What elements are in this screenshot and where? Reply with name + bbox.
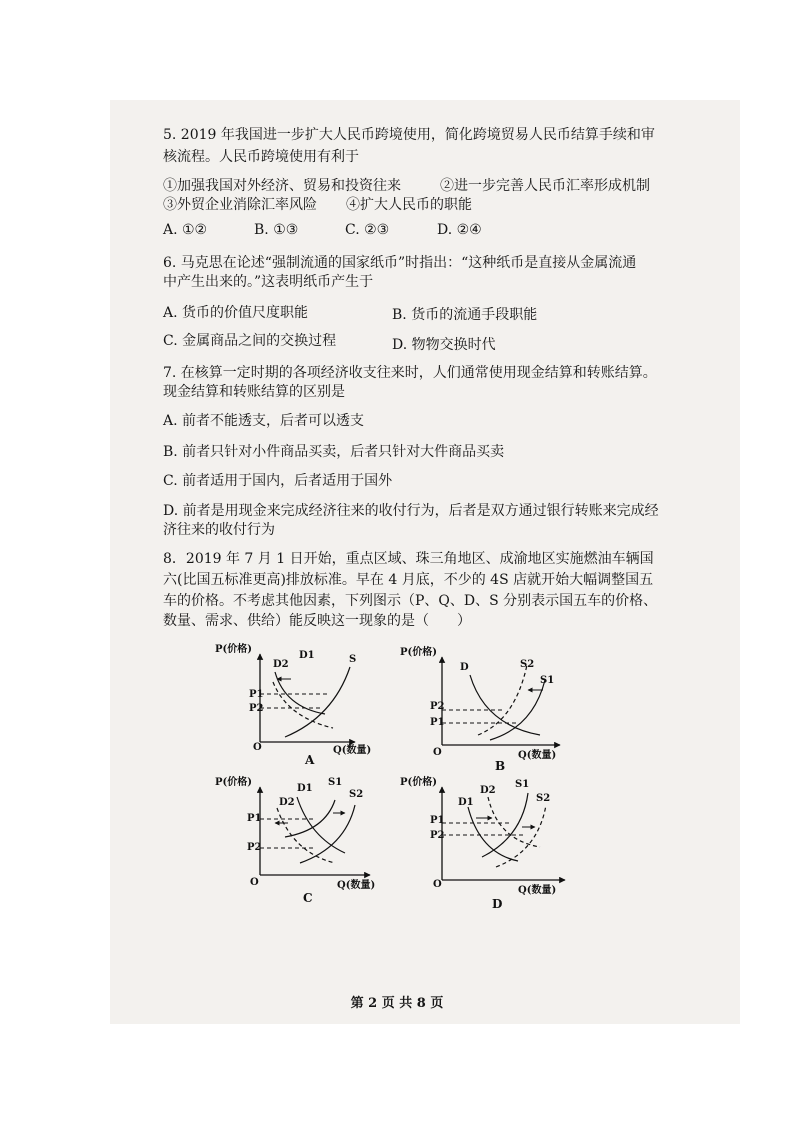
graph-d[interactable] (400, 775, 575, 910)
q7-choice-b[interactable]: B. 前者只针对小件商品买卖，后者只针对大件商品买卖 (163, 444, 505, 460)
label-s2: S2 (349, 789, 364, 800)
q5-choice-a[interactable]: A. ①② (163, 222, 208, 238)
q7-choice-d-line2[interactable]: 济往来的收付行为 (163, 522, 275, 538)
label-s1: S1 (328, 777, 343, 788)
q6-stem-line1: 6. 马克思在论述“强制流通的国家纸币”时指出：“这种纸币是直接从金属流通 (163, 255, 637, 271)
graph-a-svg (215, 642, 375, 767)
label-d1: D1 (297, 783, 313, 794)
x-axis-label: Q(数量) (333, 745, 372, 756)
graph-d-caption: D (492, 897, 503, 911)
q5-stem-line2: 核流程。人民币跨境使用有利于 (163, 149, 359, 165)
label-d2: D2 (480, 785, 496, 796)
x-axis-label: Q(数量) (518, 885, 557, 896)
demand-curve-d2 (488, 797, 540, 847)
q6-stem-line2: 中产生出来的。”这表明纸币产生于 (163, 274, 374, 290)
graph-b-svg (400, 645, 570, 773)
q5-choice-b[interactable]: B. ①③ (254, 222, 299, 238)
q6-choice-c[interactable]: C. 金属商品之间的交换过程 (163, 333, 337, 349)
q7-choice-a[interactable]: A. 前者不能透支，后者可以透支 (163, 413, 365, 429)
graph-b-caption: B (495, 759, 506, 773)
y-axis-label: P(价格) (215, 777, 252, 788)
graph-a-caption: A (305, 753, 315, 767)
label-p2: P2 (430, 701, 445, 712)
x-axis-label: Q(数量) (518, 750, 557, 761)
origin-label: O (433, 747, 442, 758)
graph-d-svg (400, 775, 575, 910)
q6-choice-a[interactable]: A. 货币的价值尺度职能 (163, 305, 309, 321)
q5-option-1: ①加强我国对外经济、贸易和投资往来 (163, 178, 401, 194)
label-p1: P1 (247, 813, 262, 824)
label-s2: S2 (520, 659, 535, 670)
origin-label: O (253, 742, 262, 753)
label-s1: S1 (515, 779, 530, 790)
q6-choice-d[interactable]: D. 物物交换时代 (392, 337, 496, 353)
origin-label: O (433, 879, 442, 890)
q7-choice-c[interactable]: C. 前者适用于国内，后者适用于国外 (163, 473, 393, 489)
q7-choice-d-line1[interactable]: D. 前者是用现金来完成经济往来的收付行为，后者是双方通过银行转账来完成经 (163, 503, 659, 519)
q7-stem-line1: 7. 在核算一定时期的各项经济收支往来时，人们通常使用现金结算和转账结算。 (163, 365, 657, 381)
q8-stem-line3: 车的价格。不考虑其他因素，下列图示（P、Q、D、S 分别表示国五车的价格、 (163, 593, 658, 609)
y-axis-label: P(价格) (400, 647, 437, 658)
graph-b[interactable] (400, 645, 570, 773)
graph-c-caption: C (303, 891, 313, 905)
label-s2: S2 (536, 793, 551, 804)
page-footer: 第 2 页 共 8 页 (350, 996, 444, 1011)
label-p1: P1 (430, 815, 445, 826)
label-d2: D2 (279, 797, 295, 808)
label-p1: P1 (430, 717, 445, 728)
label-d1: D1 (458, 797, 474, 808)
label-p1: P1 (249, 689, 264, 700)
label-d: D (460, 662, 469, 673)
q5-option-4: ④扩大人民币的职能 (346, 197, 472, 213)
label-s: S (349, 654, 357, 665)
q5-choice-d[interactable]: D. ②④ (437, 222, 482, 238)
q5-choice-c[interactable]: C. ②③ (345, 222, 390, 238)
graph-c[interactable] (215, 775, 385, 905)
q7-stem-line2: 现金结算和转账结算的区别是 (163, 384, 345, 400)
demand-curve-d1 (297, 797, 345, 853)
label-s1: S1 (540, 675, 555, 686)
label-d2: D2 (273, 659, 289, 670)
label-p2: P2 (430, 830, 445, 841)
y-axis-label: P(价格) (215, 644, 252, 655)
q5-stem-line1: 5. 2019 年我国进一步扩大人民币跨境使用，简化跨境贸易人民币结算手续和审 (163, 127, 655, 143)
origin-label: O (250, 877, 259, 888)
label-d1: D1 (299, 650, 315, 661)
q8-stem-line4: 数量、需求、供给）能反映这一现象的是（ ） (163, 613, 471, 629)
graph-a[interactable] (215, 642, 375, 767)
label-p2: P2 (247, 842, 262, 853)
label-p2: P2 (249, 703, 264, 714)
q5-option-2: ②进一步完善人民币汇率形成机制 (440, 178, 650, 194)
q8-stem-line1: 8．2019 年 7 月 1 日开始，重点区域、珠三角地区、成渝地区实施燃油车辆国 (163, 551, 654, 567)
q8-stem-line2: 六(比国五标准更高)排放标准。早在 4 月底，不少的 4S 店就开始大幅调整国五 (163, 572, 654, 588)
graph-c-svg (215, 775, 385, 905)
y-axis-label: P(价格) (400, 777, 437, 788)
q5-option-3: ③外贸企业消除汇率风险 (163, 197, 317, 213)
supply-curve-s1 (482, 793, 528, 857)
q6-choice-b[interactable]: B. 货币的流通手段职能 (392, 307, 538, 323)
demand-curve-d (470, 675, 540, 735)
x-axis-label: Q(数量) (337, 880, 376, 891)
supply-curve-s2 (496, 805, 546, 867)
